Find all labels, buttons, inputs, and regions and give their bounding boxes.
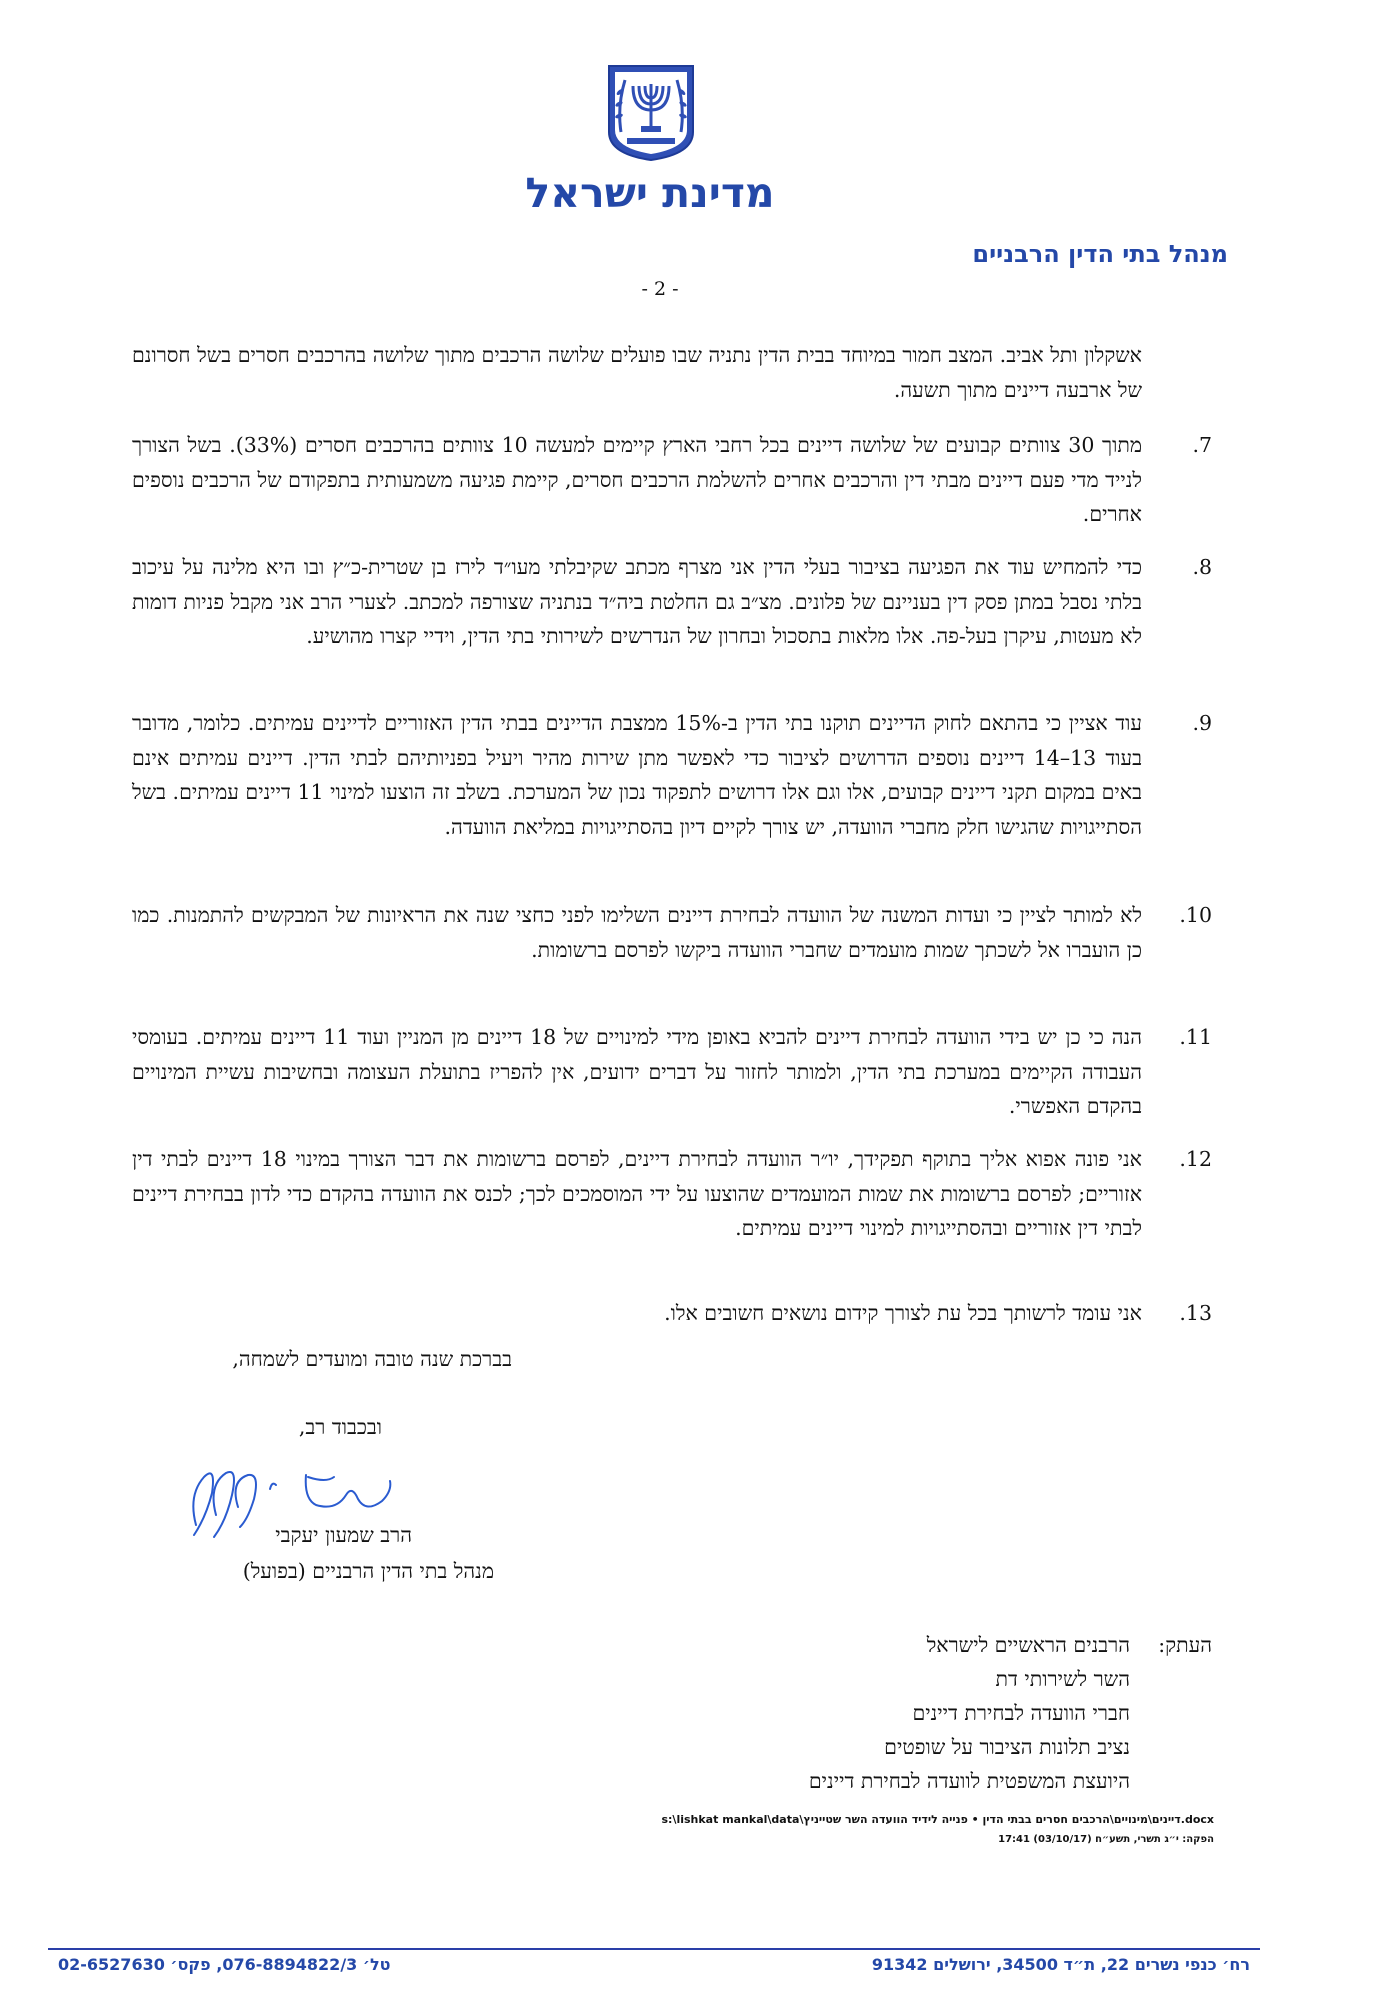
print-date: הפקה: י״ג תשרי, תשע״ח (03/10/17) 17:41 xyxy=(998,1834,1214,1845)
paragraph-12: אני פונה אפוא אליך בתוקף תפקידך, יו״ר הוועדה לבחירת דיינים, לפרסם ברשומות את דבר הצורך במינוי 18 דיינים לבתי דין אזוריים; לפרסם ברשומות את שמות המועמדים שהוצעו על ידי המוסמכים לכך; לכנס את הוועדה בהקדם כדי לדון בבחירת דיינים לבתי דין אזוריים ובהסתייגויות למינוי דיינים עמיתים. xyxy=(132,1147,1142,1240)
cc-recipient: נציב תלונות הציבור על שופטים xyxy=(884,1735,1130,1759)
closing-regards: ובכבוד רב, xyxy=(298,1415,382,1439)
paragraph-9: עוד אציין כי בהתאם לחוק הדיינים תוקנו בתי הדין ב-15% ממצבת הדיינים בבתי הדין האזוריים לדיינים עמיתים. כלומר, מדובר בעוד 13–14 דיינים נוספים הדרושים לציבור כדי לאפשר מתן שירות מהיר ויעיל בפניותיהם לבתי הדין. דיינים עמיתים אינם באים במקום תקני דיינים קבועים, אלו וגם אלו דרושים לתפקוד נכון של המערכת. בשלב זה הוצעו למינוי 11 דיינים עמיתים. בשל הסתייגויות שהגישו חלק מחברי הוועדה, יש צורך לקיים דיון בהסתייגויות במליאת הוועדה. xyxy=(132,711,1142,839)
paragraph-continued: אשקלון ותל אביב. המצב חמור במיוחד בבית הדין נתניה שבו פועלים שלושה הרכבים מתוך שלושה בהרכבים חסרים בשל חסרונם של ארבעה דיינים מתוך תשעה. xyxy=(132,343,1142,402)
signer-title: מנהל בתי הדין הרבניים (בפועל) xyxy=(242,1559,494,1583)
cc-recipient: הרבנים הראשיים לישראל xyxy=(926,1633,1130,1657)
file-path: s:\lishkat mankal\data\דיינים\מינויים\הרכבים חסרים בבתי הדין • פנייה לידיד הוועדה השר שטייניץ.docx xyxy=(661,1813,1214,1826)
paragraph-8: כדי להמחיש עוד את הפגיעה בציבור בעלי הדין אני מצרף מכתב שקיבלתי מעו״ד לירז בן שטרית-כ״ץ ובו היא מלינה על עיכוב בלתי נסבל במתן פסק דין בעניינם של פלונים. מצ״ב גם החלטת ביה״ד בנתניה שצורפה למכתב. לצערי הרב אני מקבל פניות דומות לא מעטות, עיקרן בעל-פה. אלו מלאות בתסכול ובחרון של הנדרשים לשירותי בתי הדין, וידיי קצרו מהושיע. xyxy=(132,555,1142,648)
closing-blessing: בברכת שנה טובה ומועדים לשמחה, xyxy=(232,1347,512,1371)
cc-recipient: חברי הוועדה לבחירת דיינים xyxy=(912,1701,1130,1725)
signer-name: הרב שמעון יעקבי xyxy=(275,1523,412,1547)
paragraph-number: .10 xyxy=(1179,903,1212,927)
paragraph-13: אני עומד לרשותך בכל עת לצורך קידום נושאים חשובים אלו. xyxy=(664,1301,1142,1325)
paragraph-7: מתוך 30 צוותים קבועים של שלושה דיינים בכל רחבי הארץ קיימים למעשה 10 צוותים בהרכבים חסרים (33%). בשל הצורך לנייד מדי פעם דיינים מבתי דין והרכבים אחרים להשלמת הרכבים חסרים, קיימת פגיעה משמעותית בתפקודם של הרכבים נוספים אחרים. xyxy=(132,433,1142,526)
cc-recipient: היועצת המשפטית לוועדה לבחירת דיינים xyxy=(808,1769,1130,1793)
paragraph-number: .7 xyxy=(1192,433,1212,457)
paragraph-number: .9 xyxy=(1192,711,1212,735)
footer-divider xyxy=(48,1948,1260,1950)
state-title: מדינת ישראל xyxy=(525,169,775,217)
footer-address: רח׳ כנפי נשרים 22, ת״ד 34500, ירושלים 91342 xyxy=(871,1955,1250,1974)
page-number: - 2 - xyxy=(641,278,679,300)
paragraph-number: .12 xyxy=(1179,1147,1212,1171)
cc-label: העתק: xyxy=(1158,1633,1212,1657)
paragraph-number: .11 xyxy=(1179,1025,1212,1049)
paragraph-11: הנה כי כן יש בידי הוועדה לבחירת דיינים להביא באופן מידי למינויים של 18 דיינים מן המניין ועוד 11 דיינים עמיתים. בעומסי העבודה הקיימים במערכת בתי הדין, ולמותר לחזור על דברים ידועים, אין להפריז בתועלת העצומה ובחשיבות עשיית המינויים בהקדם האפשרי. xyxy=(132,1025,1142,1118)
cc-recipients xyxy=(610,1628,1130,1798)
paragraph-number: .8 xyxy=(1192,555,1212,579)
cc-recipient: השר לשירותי דת xyxy=(995,1667,1130,1691)
department-name: מנהל בתי הדין הרבניים xyxy=(972,240,1228,268)
paragraph-10: לא למותר לציין כי ועדות המשנה של הוועדה לבחירת דיינים השלימו לפני כחצי שנה את הראיונות של המבקשים להתמנות. כמו כן הועברו אל לשכתך שמות מועמדים שחברי הוועדה ביקשו לפרסם ברשומות. xyxy=(132,903,1142,962)
footer-phone: טל׳ 076-8894822/3, פקס׳ 02-6527630 xyxy=(58,1955,391,1974)
paragraph-number: .13 xyxy=(1179,1301,1212,1325)
state-emblem-icon xyxy=(605,62,697,162)
